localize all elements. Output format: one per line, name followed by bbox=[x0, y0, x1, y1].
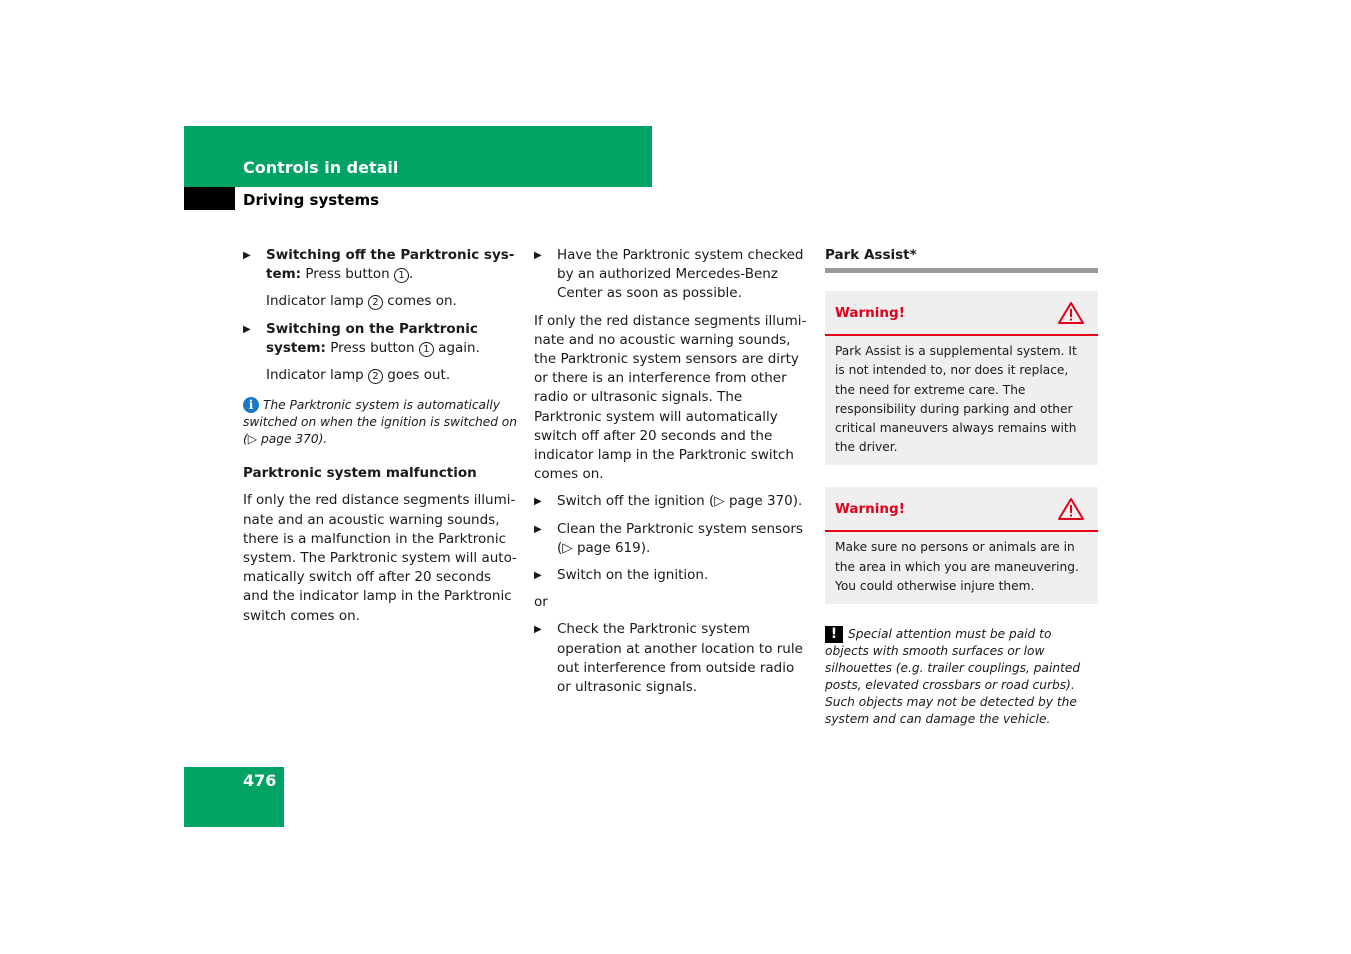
malfunction-heading: Parktronic system malfunction bbox=[243, 465, 477, 482]
column-1 bbox=[243, 246, 518, 634]
malfunction-text: If only the red distance segments illuminate and an acoustic warning sounds, there is a malfunction in the Parktronic system. The Parktronic system will automatically switch off after 20 seconds and the indicator lamp in the Parktronic switch comes on. bbox=[243, 492, 517, 624]
chapter-title: Controls in detail bbox=[243, 158, 399, 177]
step-text: Check the Parktronic system operation at another location to rule out interference from outside radio or ultrasonic signals. bbox=[557, 621, 803, 696]
step-check bbox=[534, 246, 809, 304]
triangle-right-icon: ▶ bbox=[534, 523, 542, 535]
number-2-icon: 2 bbox=[368, 369, 383, 384]
attention-note-text: Special attention must be paid to objects with smooth surfaces or low silhouettes (e.g. trailer couplings, painted posts, elevated crossbars or road curbs). Such objects may not be detected by the system and can damage the vehicle. bbox=[825, 627, 1081, 727]
section-title: Driving systems bbox=[243, 191, 380, 209]
step-result bbox=[243, 366, 518, 385]
result-text: Indicator lamp bbox=[266, 367, 368, 384]
or-text: or bbox=[534, 594, 548, 611]
step-text-end: again. bbox=[433, 339, 480, 356]
step-ignition-on bbox=[534, 566, 809, 585]
step-text: Have the Parktronic system checked by an authorized Mercedes-Benz Center as soon as possible. bbox=[557, 247, 804, 302]
result-text: Indicator lamp bbox=[266, 293, 368, 310]
info-note bbox=[243, 397, 518, 448]
number-1-icon: 1 bbox=[394, 268, 409, 283]
warning-triangle-icon bbox=[1058, 301, 1084, 325]
warning-text: Make sure no persons or animals are in the area in which you are maneuvering. You could otherwise injure them. bbox=[835, 540, 1079, 593]
warning-title: Warning! bbox=[835, 305, 905, 322]
triangle-right-icon: ▶ bbox=[534, 496, 542, 508]
info-note-text: The Parktronic system is automatically switched on when the ignition is switched on (▷ page 370). bbox=[243, 398, 517, 447]
triangle-right-icon: ▶ bbox=[534, 570, 542, 582]
page-number: 476 bbox=[243, 771, 277, 790]
number-2-icon: 2 bbox=[368, 295, 383, 310]
warning-box bbox=[825, 487, 1098, 604]
result-text-end: comes on. bbox=[382, 293, 457, 310]
warning-box bbox=[825, 291, 1098, 465]
triangle-right-icon: ▶ bbox=[534, 250, 542, 261]
step-label: Switching on the Parktronic system: bbox=[266, 320, 478, 356]
step-check-location bbox=[534, 620, 809, 697]
step-label: Switching off the Parktronic system: bbox=[266, 247, 515, 283]
number-1-icon: 1 bbox=[419, 342, 434, 357]
triangle-right-icon: ▶ bbox=[534, 624, 542, 636]
result-text-end: goes out. bbox=[382, 367, 451, 384]
warning-header bbox=[825, 487, 1098, 532]
step-text: Clean the Parktronic system sensors (▷ page 619). bbox=[557, 520, 803, 556]
step-text: Switch on the ignition. bbox=[557, 567, 709, 584]
park-assist-heading: Park Assist* bbox=[825, 246, 1098, 273]
info-icon: i bbox=[243, 397, 259, 413]
triangle-right-icon: ▶ bbox=[243, 250, 251, 261]
warning-triangle-icon bbox=[1058, 497, 1084, 521]
interference-text: If only the red distance segments illuminate and no acoustic warning sounds, the Parktronic system sensors are dirty or there is an interference from other radio or ultrasonic signals. The Parktronic system will automatically switch off after 20 seconds and the indicator lamp in the Parktronic switch comes on. bbox=[534, 312, 807, 483]
step-text: Switch off the ignition (▷ page 370). bbox=[557, 493, 803, 510]
step-text-end: . bbox=[409, 266, 414, 283]
warning-text: Park Assist is a supplemental system. It is not intended to, nor does it replace, the need for extreme care. The responsibility during parking and other critical maneuvers always remains with the driver. bbox=[835, 344, 1077, 455]
step-switch-on bbox=[243, 320, 518, 358]
step-switch-off bbox=[243, 246, 518, 284]
step-text: Press button bbox=[301, 266, 395, 283]
step-clean-sensors bbox=[534, 520, 809, 558]
step-ignition-off bbox=[534, 492, 809, 511]
attention-note bbox=[825, 626, 1098, 728]
exclamation-icon: ! bbox=[825, 626, 843, 643]
step-result bbox=[243, 292, 518, 311]
triangle-right-icon: ▶ bbox=[243, 323, 251, 335]
column-3 bbox=[825, 246, 1098, 728]
step-text: Press button bbox=[325, 339, 419, 356]
header-bar bbox=[184, 126, 652, 187]
column-2 bbox=[534, 246, 809, 705]
warning-title: Warning! bbox=[835, 501, 905, 518]
section-tab bbox=[184, 187, 235, 210]
warning-header bbox=[825, 291, 1098, 336]
